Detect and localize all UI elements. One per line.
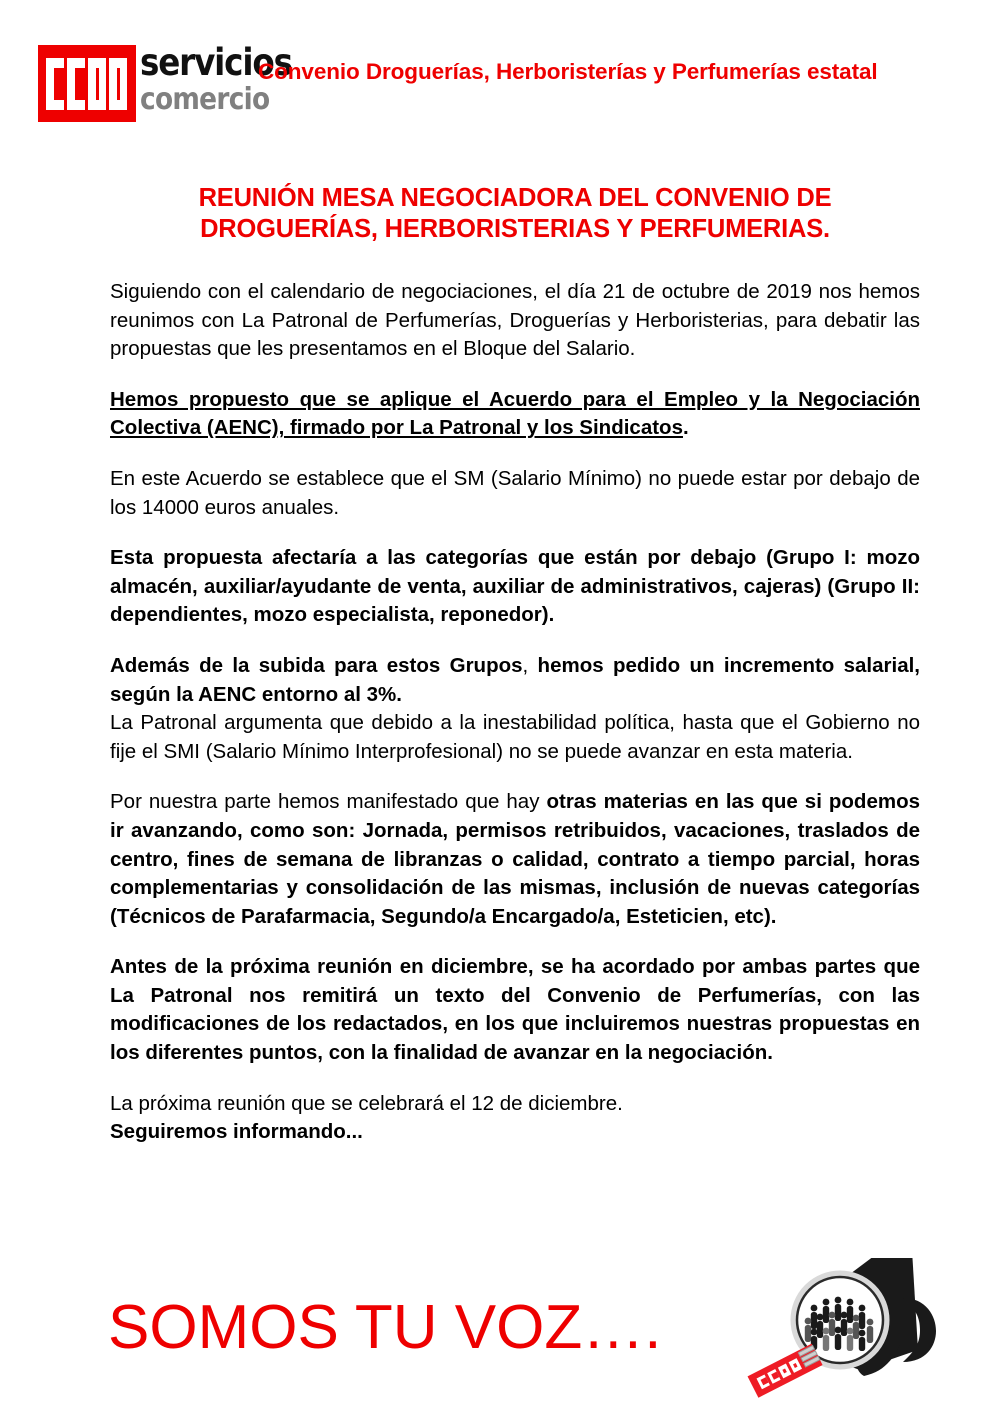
- paragraph-salary-increase-comma: ,: [522, 653, 538, 677]
- ccoo-letters-icon: [38, 45, 136, 122]
- paragraph-other-matters-lead: Por nuestra parte hemos manifestado que hay: [110, 790, 547, 814]
- paragraph-patronal-argument: [110, 709, 920, 766]
- paragraph-affected-categories: [110, 544, 920, 630]
- page-header: [0, 0, 1000, 140]
- paragraph-patronal-argument-text: La Patronal argumenta que debido a la inestabilidad política, hasta que el Gobierno no fije el SMI (Salario Mínimo Interprofesional) no se puede avanzar en esta materia.: [110, 711, 920, 763]
- logo-word-comercio: comercio: [140, 82, 270, 117]
- paragraph-next-meeting-agreement-text: Antes de la próxima reunión en diciembre, se ha acordado por ambas partes que La Patronal nos remitirá un texto del Convenio de Perfumerías, con las modificaciones de los redactados, en los que incluiremos nuestras propuestas en los diferentes puntos, con la finalidad de avanzar en la negociación.: [110, 955, 920, 1065]
- paragraph-minimum-salary-text: En este Acuerdo se establece que el SM (Salario Mínimo) no puede estar por debajo de los 14000 euros anuales.: [110, 466, 920, 519]
- paragraph-salary-increase-lead: Además de la subida para estos Grupos: [110, 653, 523, 677]
- paragraph-salary-increase-rest: hemos pedido un incremento salarial, según la AENC entorno al 3%.: [110, 653, 920, 706]
- magnifier-handle-ccoo-badge: [748, 1344, 823, 1398]
- footer-slogan: SOMOS TU VOZ….: [108, 1293, 662, 1362]
- magnifier-icon: [748, 1274, 886, 1398]
- paragraph-minimum-salary: [110, 465, 920, 522]
- page-title: REUNIÓN MESA NEGOCIADORA DEL CONVENIO DE DROGUERÍAS, HERBORISTERIAS Y PERFUMERIAS.: [198, 184, 832, 243]
- paragraph-intro-text: Siguiendo con el calendario de negociaciones, el día 21 de octubre de 2019 nos hemos reunimos con La Patronal de Perfumerías, Droguerías y Herboristerias, para debatir las propuestas que les presentamos en el Bloque del Salario.: [110, 280, 920, 361]
- document-text: [110, 278, 920, 1147]
- megaphone-illustration: [740, 1258, 1000, 1414]
- paragraph-keep-informing-text: Seguiremos informando...: [110, 1120, 363, 1144]
- paragraph-next-meeting-date: [110, 1090, 920, 1119]
- paragraph-proposal-underlined: [110, 386, 920, 443]
- paragraph-intro: [110, 278, 920, 364]
- paragraph-affected-categories-text: Esta propuesta afectaría a las categorías que están por debajo (Grupo I: mozo almacén, auxiliar/ayudante de venta, auxiliar de administrativos, cajeras) (Grupo II: dependientes, mozo especialista, reponedor).: [110, 546, 920, 627]
- paragraph-proposal-period: .: [682, 416, 689, 440]
- header-title: Convenio Droguerías, Herboristerías y Perfumerías estatal: [258, 59, 878, 84]
- ccoo-logo-mark: [38, 45, 136, 122]
- ccoo-logo-wordmark: [140, 41, 292, 117]
- paragraph-next-meeting-date-text: La próxima reunión que se celebrará el 12 de diciembre.: [110, 1091, 623, 1115]
- paragraph-other-matters-bold: otras materias en las que si podemos ir avanzando, como son: Jornada, permisos retribuidos, vacaciones, traslados de centro, fines de semana de libranzas o calidad, contrato a tiempo parcial, horas complementarias y consolidación de las mismas, inclusión de nuevas categorías (Técnicos de Parafarmacia, Segundo/a Encargado/a, Esteticien, etc).: [110, 790, 921, 928]
- paragraph-other-matters: [110, 788, 920, 931]
- paragraph-proposal-underlined-text: Hemos propuesto que se aplique el Acuerdo para el Empleo y la Negociación Colectiva (AENC), firmado por La Patronal y los Sindicatos: [110, 387, 920, 440]
- paragraph-salary-increase: [110, 652, 920, 709]
- paragraph-next-meeting-agreement: [110, 953, 920, 1067]
- logo-word-servicios: servicios: [140, 41, 292, 84]
- paragraph-keep-informing: [110, 1118, 920, 1147]
